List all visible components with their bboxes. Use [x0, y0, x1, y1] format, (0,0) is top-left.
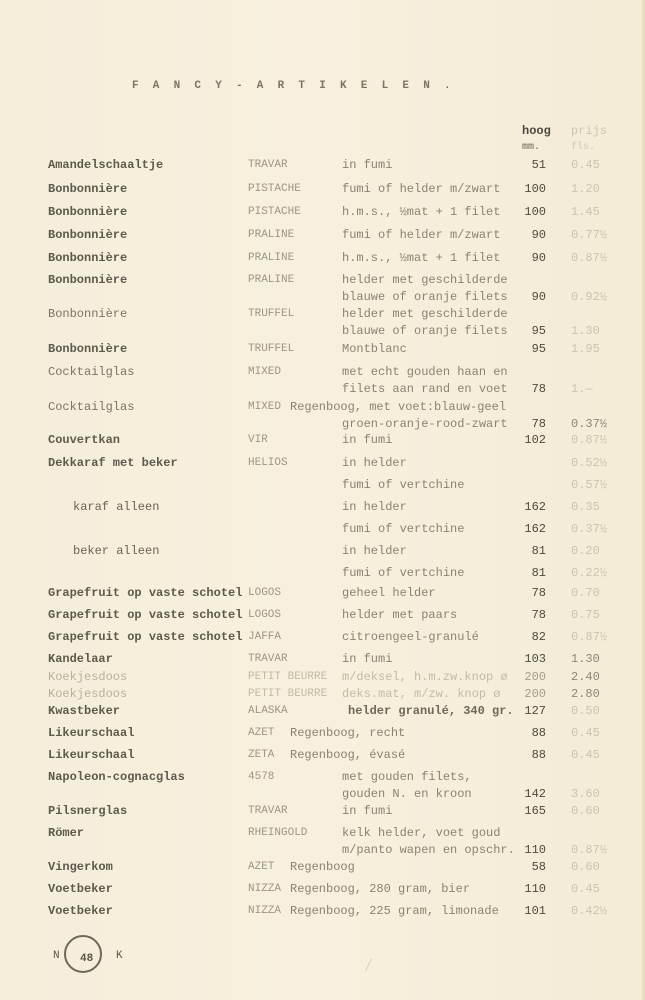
article-model: AZET	[248, 861, 275, 873]
article-price: 0.45	[571, 882, 600, 896]
article-height: 162	[524, 522, 546, 536]
article-price: 3.60	[571, 787, 600, 801]
article-model: RHEINGOLD	[248, 827, 308, 839]
article-price: 0.75	[571, 608, 600, 622]
article-model: TRUFFEL	[248, 308, 295, 320]
article-description: helder met paars	[342, 608, 458, 622]
article-price: 0.60	[571, 860, 600, 874]
article-price: 1.30	[571, 652, 600, 666]
article-model: AZET	[248, 727, 275, 739]
article-price: 0.57½	[571, 478, 608, 492]
article-price: 2.80	[571, 687, 600, 701]
article-price: 1.45	[571, 205, 600, 219]
article-description: Regenboog, recht	[290, 726, 406, 740]
article-height: 101	[524, 904, 546, 918]
article-height: 165	[524, 804, 546, 818]
article-description: Montblanc	[342, 342, 407, 356]
article-description: in helder	[342, 500, 407, 514]
article-name: Voetbeker	[48, 904, 113, 918]
article-description: met echt gouden haan en	[342, 365, 508, 379]
article-height: 100	[524, 182, 546, 196]
article-name: Cocktailglas	[48, 365, 135, 379]
article-description: in helder	[342, 456, 407, 470]
article-description: fumi of vertchine	[342, 478, 465, 492]
article-height: 102	[524, 433, 546, 447]
article-description: h.m.s., ½mat + 1 filet	[342, 205, 501, 219]
article-price: 0.22½	[571, 566, 608, 580]
article-height: 200	[524, 687, 546, 701]
article-name: Römer	[48, 826, 85, 840]
article-description-line2: groen-oranje-rood-zwart	[342, 417, 508, 431]
article-height: 90	[531, 290, 546, 304]
article-name: Bonbonnière	[48, 307, 128, 321]
article-height: 90	[531, 251, 546, 265]
article-height: 200	[524, 670, 546, 684]
article-name: Grapefruit op vaste schotel	[48, 630, 243, 644]
document-title: FANCY-ARTIKELEN.	[132, 80, 465, 92]
article-name: Couvertkan	[48, 433, 121, 447]
article-price: 0.60	[571, 804, 600, 818]
article-description-line2: blauwe of oranje filets	[342, 324, 508, 338]
article-description: deks.mat, m/zw. knop ø	[342, 687, 501, 701]
article-height: 81	[531, 566, 546, 580]
article-model: MIXED	[248, 366, 282, 378]
article-price: 0.42½	[571, 904, 608, 918]
article-price: 0.70	[571, 586, 600, 600]
article-model: 4578	[248, 771, 275, 783]
article-description: helder granulé, 340 gr.	[348, 704, 514, 718]
article-price: 0.45	[571, 726, 600, 740]
article-description: in fumi	[342, 158, 393, 172]
article-name: Koekjesdoos	[48, 670, 128, 684]
article-name: karaf alleen	[73, 500, 160, 514]
article-description: fumi of helder m/zwart	[342, 228, 501, 242]
article-description: Regenboog	[290, 860, 355, 874]
article-model: TRAVAR	[248, 653, 288, 665]
article-name: Koekjesdoos	[48, 687, 128, 701]
article-description: fumi of helder m/zwart	[342, 182, 501, 196]
article-model: TRUFFEL	[248, 343, 295, 355]
article-model: TRAVAR	[248, 805, 288, 817]
article-name: Grapefruit op vaste schotel	[48, 608, 243, 622]
article-description: Regenboog, évasé	[290, 748, 406, 762]
article-height: 142	[524, 787, 546, 801]
article-name: Likeurschaal	[48, 726, 135, 740]
article-height: 95	[531, 342, 546, 356]
article-name: Voetbeker	[48, 882, 113, 896]
article-model: LOGOS	[248, 609, 282, 621]
article-description: in fumi	[342, 433, 393, 447]
article-description-line2: m/panto wapen en opschr.	[342, 843, 515, 857]
article-description: geheel helder	[342, 586, 436, 600]
article-name: beker alleen	[73, 544, 160, 558]
article-price: 0.35	[571, 500, 600, 514]
column-header-prijs: prijs	[571, 124, 608, 138]
article-name: Grapefruit op vaste schotel	[48, 586, 243, 600]
article-model: PISTACHE	[248, 206, 301, 218]
column-header-prijs-unit: fls.	[571, 142, 596, 153]
article-height: 58	[531, 860, 546, 874]
footer-letter-n: N	[53, 950, 60, 962]
article-price: 0.52½	[571, 456, 608, 470]
article-name: Bonbonnière	[48, 342, 128, 356]
article-model: VIR	[248, 434, 268, 446]
article-model: JAFFA	[248, 631, 282, 643]
article-model: NIZZA	[248, 905, 282, 917]
article-price: 0.37½	[571, 522, 608, 536]
article-price: 0.87½	[571, 251, 608, 265]
article-price: 0.50	[571, 704, 600, 718]
pencil-mark	[365, 958, 372, 971]
column-header-hoog-unit: mm.	[522, 142, 541, 153]
article-name: Napoleon-cognacglas	[48, 770, 185, 784]
article-model: MIXED	[248, 401, 282, 413]
article-name: Kandelaar	[48, 652, 113, 666]
article-description: citroengeel-granulé	[342, 630, 479, 644]
article-description: fumi of vertchine	[342, 522, 465, 536]
article-price: 0.37½	[571, 417, 608, 431]
article-price: 1.95	[571, 342, 600, 356]
article-height: 100	[524, 205, 546, 219]
article-model: PETIT BEURRE	[248, 671, 328, 683]
article-height: 103	[524, 652, 546, 666]
article-name: Likeurschaal	[48, 748, 135, 762]
article-description: kelk helder, voet goud	[342, 826, 501, 840]
article-price: 0.77½	[571, 228, 608, 242]
article-description: helder met geschilderde	[342, 273, 508, 287]
article-height: 81	[531, 544, 546, 558]
article-description-line2: filets aan rand en voet	[342, 382, 508, 396]
article-name: Bonbonnière	[48, 205, 128, 219]
article-height: 162	[524, 500, 546, 514]
article-height: 78	[531, 586, 546, 600]
article-height: 88	[531, 748, 546, 762]
article-height: 88	[531, 726, 546, 740]
article-price: 2.40	[571, 670, 600, 684]
column-header-hoog: hoog	[522, 124, 551, 138]
article-price: 0.20	[571, 544, 600, 558]
article-name: Amandelschaaltje	[48, 158, 164, 172]
article-model: ZETA	[248, 749, 275, 761]
article-model: TRAVAR	[248, 159, 288, 171]
article-description: in fumi	[342, 804, 393, 818]
article-model: ALASKA	[248, 705, 288, 717]
article-height: 110	[524, 843, 546, 857]
article-description-line2: blauwe of oranje filets	[342, 290, 508, 304]
article-model: PRALINE	[248, 252, 295, 264]
article-name: Bonbonnière	[48, 182, 128, 196]
article-description: helder met geschilderde	[342, 307, 508, 321]
article-price: 0.45	[571, 748, 600, 762]
article-model: PRALINE	[248, 229, 295, 241]
article-name: Vingerkom	[48, 860, 113, 874]
article-name: Bonbonnière	[48, 251, 128, 265]
article-description: in helder	[342, 544, 407, 558]
page-number: 48	[80, 953, 94, 965]
article-price: 0.87½	[571, 433, 608, 447]
article-height: 110	[524, 882, 546, 896]
article-description: fumi of vertchine	[342, 566, 465, 580]
article-height: 90	[531, 228, 546, 242]
article-price: 0.87½	[571, 630, 608, 644]
article-price: 0.87½	[571, 843, 608, 857]
article-description: Regenboog, met voet:blauw-geel	[290, 400, 507, 414]
article-description: in fumi	[342, 652, 393, 666]
article-price: 0.45	[571, 158, 600, 172]
article-name: Pilsnerglas	[48, 804, 128, 818]
article-price: 1.30	[571, 324, 600, 338]
article-model: PISTACHE	[248, 183, 301, 195]
article-description: Regenboog, 280 gram, bier	[290, 882, 471, 896]
article-description: Regenboog, 225 gram, limonade	[290, 904, 499, 918]
article-price: 1.20	[571, 182, 600, 196]
article-price: 0.92½	[571, 290, 608, 304]
article-model: PRALINE	[248, 274, 295, 286]
article-name: Kwastbeker	[48, 704, 121, 718]
article-height: 51	[531, 158, 546, 172]
article-height: 82	[531, 630, 546, 644]
article-name: Cocktailglas	[48, 400, 135, 414]
article-model: PETIT BEURRE	[248, 688, 328, 700]
article-description: h.m.s., ½mat + 1 filet	[342, 251, 501, 265]
article-model: NIZZA	[248, 883, 282, 895]
article-name: Dekkaraf met beker	[48, 456, 178, 470]
article-model: HELIOS	[248, 457, 288, 469]
article-height: 78	[531, 417, 546, 431]
article-model: LOGOS	[248, 587, 282, 599]
footer-letter-k: K	[116, 950, 123, 962]
article-height: 127	[524, 704, 546, 718]
article-description: m/deksel, h.m.zw.knop ø	[342, 670, 508, 684]
article-name: Bonbonnière	[48, 273, 128, 287]
article-price: 1.—	[571, 382, 593, 396]
article-height: 95	[531, 324, 546, 338]
article-height: 78	[531, 382, 546, 396]
article-description-line2: gouden N. en kroon	[342, 787, 472, 801]
article-name: Bonbonnière	[48, 228, 128, 242]
article-height: 78	[531, 608, 546, 622]
article-description: met gouden filets,	[342, 770, 472, 784]
